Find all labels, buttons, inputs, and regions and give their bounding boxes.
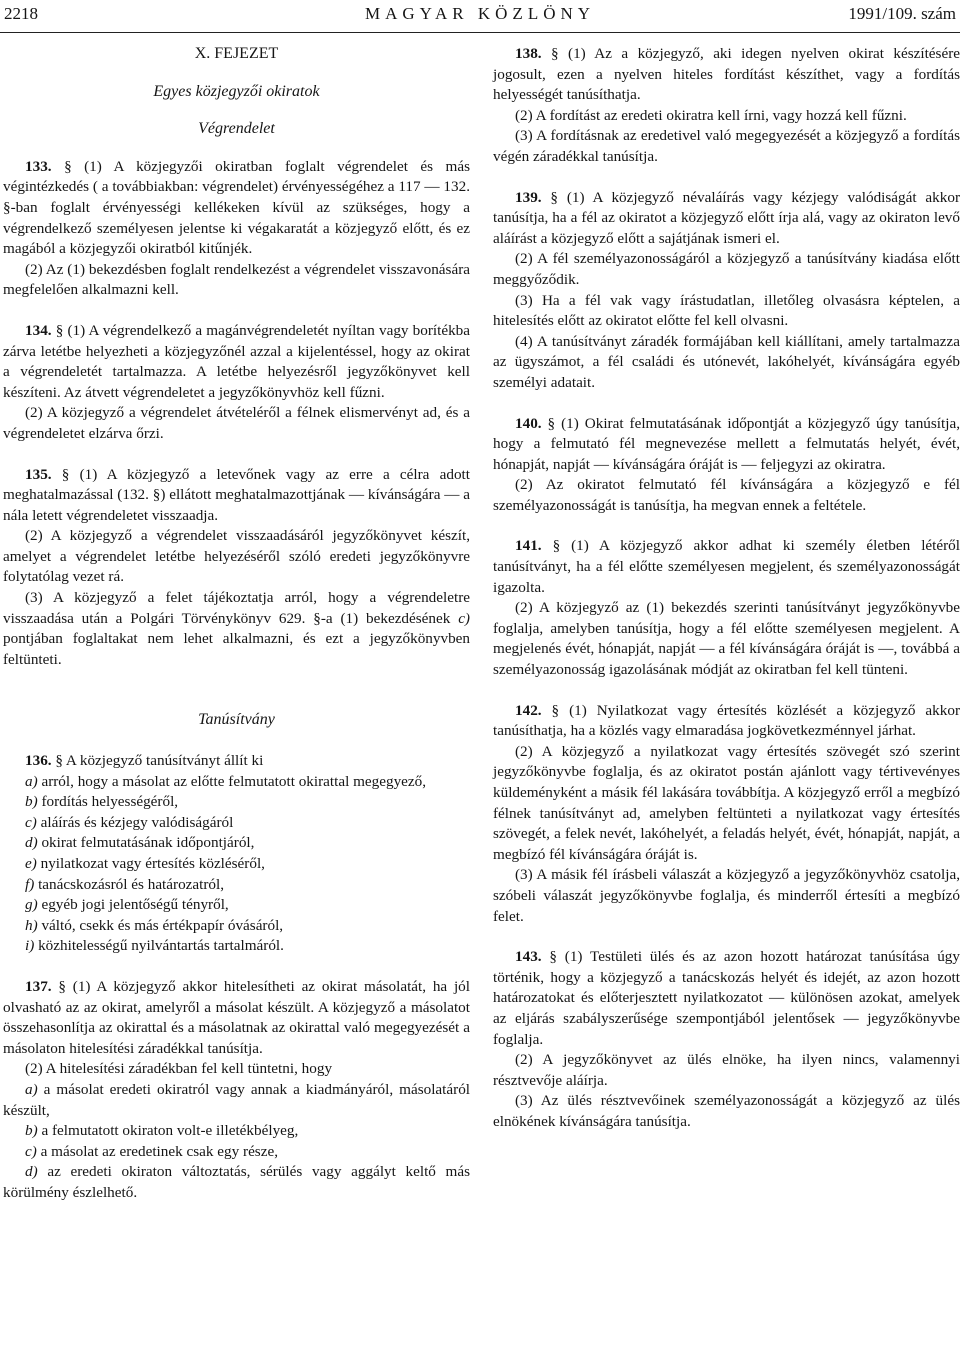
list-item: [3, 1162, 470, 1203]
list-item-text: váltó, csekk és más értékpapír óvásáról,: [41, 916, 284, 934]
list-item: [3, 895, 470, 916]
list-item: [3, 875, 470, 896]
list-item: [3, 833, 470, 854]
list-item: [3, 916, 470, 937]
section-number: 134.: [25, 321, 52, 339]
section-136-intro: 136. § A közjegyző tanúsítványt állít ki: [25, 752, 264, 770]
list-item: [3, 1142, 470, 1163]
list-item-text: a felmutatott okiraton volt-e illetékbélyeg,: [41, 1122, 299, 1140]
subheading-tanusitvany: Tanúsítvány: [198, 711, 275, 729]
section-number: 133.: [25, 157, 52, 175]
section-139-para-1: 139. § (1) A közjegyző névaláírás vagy kézjegy valódiságát akkor tanúsítja, ha a fél az okiratot a közjegyző előtt írja alá, vagy az okiraton levő aláírást a közjegyző előtt a sajátjának ismeri el.: [493, 188, 960, 247]
list-item-letter: b): [25, 1122, 38, 1140]
list-item: [3, 1080, 470, 1121]
section-number: 143.: [515, 948, 542, 966]
list-item-text: tanácskozásról és határozatról,: [38, 875, 225, 893]
section-133-para-1: 133. § (1) A közjegyzői okiratban foglalt végrendelet és más végintézkedés ( a továbbiakban: végrendelet) érvényességéhez a 117 — 132. §-ban foglalt érvényességi kellékeken kívül az szükséges, hogy a végrendelkező személyesen jelentse ki végakaratát a közjegyző előtt, és ez magából a közjegyzői okiratból kitűnjék.: [3, 157, 470, 258]
list-item-text: arról, hogy a másolat az előtte felmutatott okirattal megegyező,: [41, 772, 427, 790]
section-138-para-1: 138. § (1) Az a közjegyző, aki idegen nyelven okirat készítésére jogosult, ezen a nyelven hiteles fordítást készíthet, vagy a fordítás helyességét tanúsíthatja.: [493, 45, 960, 104]
section-142-para-1: 142. § (1) Nyilatkozat vagy értesítés közlését a közjegyző akkor tanúsíthatja, ha a közlés vagy elmaradása jogkövetkezménnyel járhat.: [493, 701, 960, 740]
list-item-letter: i): [25, 937, 35, 955]
header-rule: [0, 32, 960, 33]
section-141-para-2: (2) A közjegyző az (1) bekezdés szerinti tanúsítványt jegyzőkönyvbe foglalja, amelyben tanúsítja, hogy a fél előtte személyesen megjelent. A megjelenés évét, hónapját, napját — a fél kívánságára óráját is —, továbbá a személyazonosság igazolásának módját az okiratban fel kell tünteni.: [493, 599, 960, 679]
section-134-para-2: (2) A közjegyző a végrendelet átvételéről a félnek elismervényt ad, és a végrendeletet elzárva őrzi.: [3, 404, 470, 442]
section-number: 140.: [515, 414, 542, 432]
section-number: 141.: [515, 537, 542, 555]
list-item-text: egyéb jogi jelentőségű tényről,: [41, 896, 229, 914]
journal-title: MAGYAR KÖZLÖNY: [364, 4, 596, 23]
section-number: 137.: [25, 977, 52, 995]
list-item-letter: a): [25, 772, 38, 790]
section-143-para-1: 143. § (1) Testületi ülés és az azon hozott határozat tanúsítása úgy történik, hogy a közjegyző a tanácskozás helyét és idejét, az azon hozott határozatokat és előterjesztett nyilatkozatot — különösen azokat, amelyek az eljárás szabályszerűsége szempontjából jelentősek — jegyzőkönyvbe foglalja.: [493, 948, 960, 1048]
list-item-letter: d): [25, 834, 38, 852]
list-item-letter: b): [25, 793, 38, 811]
list-item-text: az eredeti okiraton változtatás, sérülés vagy aggályt keltő más körülmény észlelhető.: [3, 1163, 471, 1201]
issue-number: 1991/109. szám: [848, 4, 956, 23]
section-133-para-2: (2) Az (1) bekezdésben foglalt rendelkezést a végrendelet visszavonására megfelelően alkalmazni kell.: [3, 260, 470, 299]
section-number: 142.: [515, 701, 542, 719]
section-number: 139.: [515, 188, 542, 206]
right-column: [493, 44, 960, 1133]
section-140-para-1: 140. § (1) Okirat felmutatásának időpontját a közjegyző úgy tanúsítja, hogy a felmutató fél megnevezése mellett a felmutatás helyét, évét, hónapját, napját — kívánságára óráját is — feljegyzi az okiratra.: [493, 414, 960, 473]
section-135-para-3: (3) A közjegyző a felet tájékoztatja arról, hogy a végrendeletre visszaadása után a Polgári Törvénykönyv 629. §-a (1) bekezdésének c) pontjában foglaltakat nem lehet alkalmazni, és ezt a jegyzőkönyvben feltünteti.: [3, 589, 470, 668]
section-number: 135.: [25, 465, 52, 483]
section-143-para-3: (3) Az ülés résztvevőinek személyazonosságát a közjegyző az ülés elnökének kívánságára tanúsítja.: [493, 1092, 960, 1130]
list-item-letter: a): [25, 1080, 38, 1098]
page-header: [2, 4, 958, 26]
list-item-letter: h): [25, 916, 38, 934]
chapter-title: Egyes közjegyzői okiratok: [153, 82, 320, 100]
list-item: [3, 854, 470, 875]
list-item: [3, 792, 470, 813]
page-number: 2218: [4, 4, 38, 23]
list-item-text: aláírás és kézjegy valódiságáról: [40, 813, 234, 831]
section-138-para-3: (3) A fordításnak az eredetivel való megegyezését a közjegyző a fordítás végén záradékkal tanúsítja.: [493, 127, 960, 165]
list-item-text: nyilatkozat vagy értesítés közléséről,: [40, 855, 265, 872]
section-140-para-2: (2) Az okiratot felmutató fél kívánságára a közjegyző e fél személyazonosságát is tanúsítja, ha megvan ennek a feltétele.: [493, 476, 960, 514]
section-135-para-1: 135. § (1) A közjegyző a letevőnek vagy az erre a célra adott meghatalmazással (132. §) ellátott meghatalmazottjának — kívánságára — a nála letett végrendeletet visszaadja.: [3, 465, 470, 524]
section-141-para-1: 141. § (1) A közjegyző akkor adhat ki személy életben létéről tanúsítványt, ha a fél előtte személyesen megjelent, és személyazonosságát igazolta.: [493, 537, 960, 596]
section-137-list: [3, 1080, 470, 1204]
list-item-text: a másolat eredeti okiratról vagy annak a kiadmányáról, másolatáról készült,: [3, 1080, 471, 1119]
list-item-letter: c): [25, 813, 37, 831]
list-item: [3, 772, 470, 793]
section-number: 138.: [515, 45, 542, 62]
list-item: [3, 1121, 470, 1142]
section-139-para-3: (3) Ha a fél vak vagy írástudatlan, illetőleg olvasásra képtelen, a hitelesítés előtt az okiratot előtte fel kell olvasni.: [493, 291, 960, 330]
list-item-text: közhitelességű nyilvántartás tartalmáról.: [38, 937, 284, 955]
list-item-letter: d): [25, 1163, 38, 1181]
list-item-letter: c): [25, 1142, 37, 1160]
section-142-para-3: (3) A másik fél írásbeli válaszát a közjegyző a jegyzőkönyvhöz csatolja, szóbeli válaszát jegyzőkönyvbe foglalja, és minderről értesíti a megbízó felet.: [493, 866, 960, 925]
list-item-text: fordítás helyességéről,: [41, 793, 179, 811]
section-143-para-2: (2) A jegyzőkönyvet az ülés elnöke, ha ilyen nincs, valamennyi résztvevője aláírja.: [493, 1051, 960, 1089]
list-item-text: a másolat az eredetinek csak egy része,: [40, 1142, 278, 1160]
section-number: 136.: [25, 752, 52, 770]
section-136-list: [3, 772, 470, 957]
left-column: [3, 44, 470, 1204]
list-item-letter: g): [25, 896, 38, 914]
section-137-para-2: (2) A hitelesítési záradékban fel kell tüntetni, hogy: [25, 1060, 333, 1078]
section-138-para-2: (2) A fordítást az eredeti okiratra kell írni, vagy hozzá kell fűzni.: [515, 106, 907, 124]
section-142-para-2: (2) A közjegyző a nyilatkozat vagy értesítés szövegét szó szerint jegyzőkönyvbe foglalja, és az okiratot postán ajánlott vagy tértivevényes küldeményként a másik fél lakására továbbítja. A közjegyző erről a megbízó félnek tanúsítványt ad, amelyben feltünteti a nyilatkozat vagy értesítés szövegét, a felek nevét, lakóhelyét, a feladás helyét, évét, hónapját, napját, a megbízó fél kívánságára óráját is.: [493, 742, 960, 863]
section-139-para-2: (2) A fél személyazonosságáról a közjegyző a tanúsítvány kiadása előtt meggyőződik.: [493, 250, 960, 288]
section-134-para-1: 134. § (1) A végrendelkező a magánvégrendeletét nyíltan vagy borítékba zárva letétbe helyezheti a közjegyzőnél azzal a kijelentéssel, hogy az okirat a végrendeletét tartalmazza. A letétbe helyezésről jegyzőkönyvet kell készíteni. Az átvett végrendeletet a jegyzőkönyvhöz kell fűzni.: [3, 321, 471, 401]
list-item-letter: f): [25, 875, 35, 893]
chapter-heading: X. FEJEZET: [194, 45, 279, 62]
section-135-para-2: (2) A közjegyző a végrendelet visszaadásáról jegyzőkönyvet készít, amelyet a végrendelet letétbe helyezéséről szóló eredeti jegyzőkönyvre folytatólag vezet rá.: [3, 527, 470, 586]
section-139-para-4: (4) A tanúsítványt záradék formájában kell kiállítani, amely tartalmazza az ügyszámot, a fél családi és utónevét, lakóhelyét, kívánságára egyéb személyi adatait.: [493, 332, 960, 391]
list-item-text: okirat felmutatásának időpontjáról,: [41, 834, 255, 852]
list-item: [3, 813, 470, 834]
list-item-letter: e): [25, 855, 37, 872]
section-137-para-1: 137. § (1) A közjegyző akkor hitelesítheti az okirat másolatát, ha jól olvasható az az okirat, amelyről a másolat készült. A közjegyző a másolatot összehasonlítja az okirattal és a másolatnak az okirattal való megegyezését a másolaton hitelesítési záradékkal tanúsítja.: [3, 977, 470, 1057]
subheading-vegrendelet: Végrendelet: [198, 120, 275, 138]
list-item: [3, 936, 470, 957]
